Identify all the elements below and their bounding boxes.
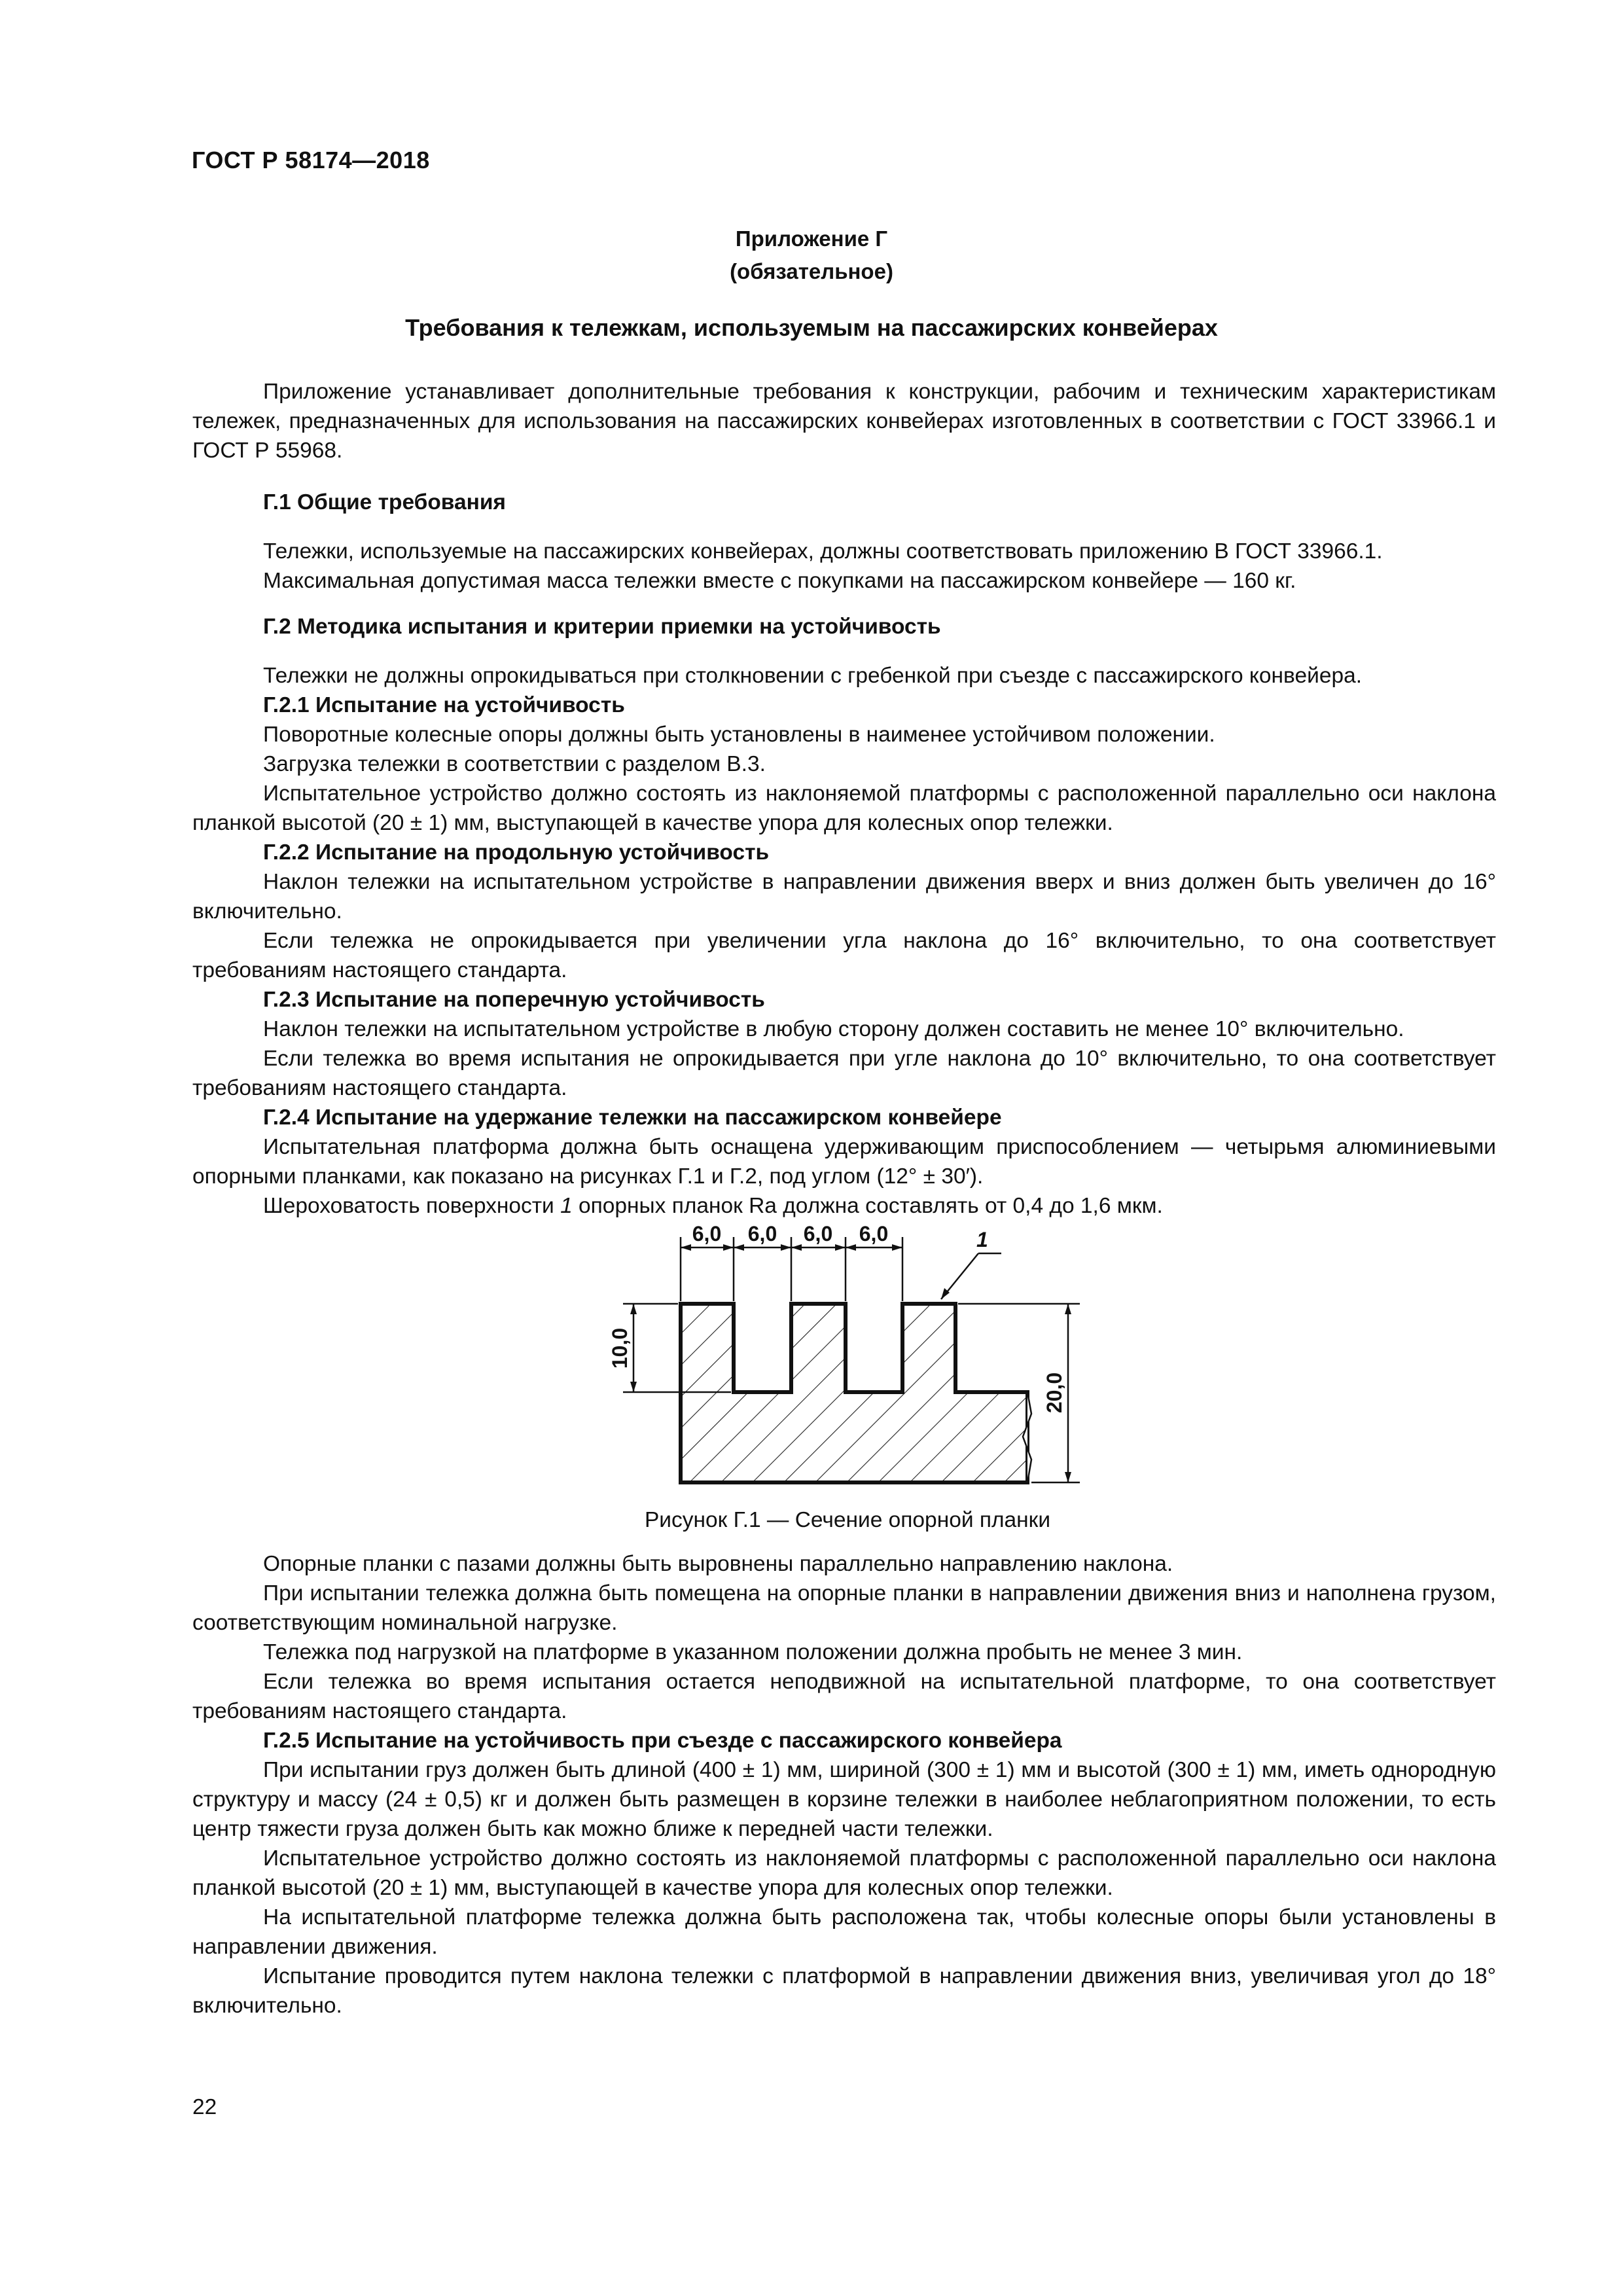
section-profile	[681, 1304, 1027, 1482]
top-dimension-lines	[681, 1237, 902, 1301]
paragraph-g22-1: Наклон тележки на испытательном устройстве в направлении движения вверх и вниз должен быть увеличен до 16° включительно.	[192, 870, 1496, 924]
paragraph-after-figure-2: При испытании тележка должна быть помещена на опорные планки в направлении движения вниз и наполнена грузом, соответствующим номинальной нагрузке.	[192, 1581, 1496, 1635]
section-g1-body	[192, 537, 1496, 596]
section-heading-g22: Г.2.2 Испытание на продольную устойчивость	[263, 840, 770, 865]
after-figure-body	[192, 1549, 1496, 2020]
paragraph-g21-2: Загрузка тележки в соответствии с разделом В.3.	[263, 752, 766, 776]
section-heading-g2: Г.2 Методика испытания и критерии приемки на устойчивость	[263, 615, 941, 639]
dimension-slot-2: 6,0	[747, 1222, 777, 1246]
paragraph-g24-2-ref: 1	[560, 1194, 573, 1218]
figure-support-bar-section	[589, 1217, 1113, 1505]
paragraph-g24-2-start: Шероховатость поверхности	[263, 1194, 561, 1218]
paragraph-g25-3: На испытательной платформе тележка должна быть расположена так, чтобы колесные опоры были установлены в направлении движения.	[192, 1905, 1496, 1959]
appendix-label: Приложение Г	[735, 226, 888, 251]
paragraph-g25-2: Испытательное устройство должно состоять из наклоняемой платформы с расположенной параллельно оси наклона планкой высотой (20 ± 1) мм, выступающей в качестве упора для колесных опор тележки.	[192, 1846, 1496, 1900]
section-heading-g21: Г.2.1 Испытание на устойчивость	[263, 693, 625, 717]
paragraph-g25-1: При испытании груз должен быть длиной (400 ± 1) мм, шириной (300 ± 1) мм и высотой (300 ± 1) мм, иметь однородную структуру и массу (24 ± 0,5) кг и должен быть размещен в корзине тележки в наиболее неблагоприятном положении, то есть центр тяжести груза должен быть как можно ближе к передней части тележки.	[192, 1758, 1496, 1841]
page-number: 22	[192, 2095, 217, 2119]
paragraph-g24-2	[192, 1191, 1496, 1221]
intro-block	[192, 377, 1496, 465]
paragraph-after-figure-1: Опорные планки с пазами должны быть выровнены параллельно направлению наклона.	[263, 1552, 1173, 1576]
appendix-status: (обязательное)	[730, 259, 893, 283]
paragraph-g23-1: Наклон тележки на испытательном устройстве в любую сторону должен составить не менее 10° включительно.	[263, 1017, 1404, 1041]
page-header-standard-code: ГОСТ Р 58174—2018	[192, 147, 430, 173]
section-g1-heading-block	[192, 488, 1496, 517]
dimension-slot-1: 6,0	[692, 1222, 722, 1246]
section-heading-g25: Г.2.5 Испытание на устойчивость при съезде с пассажирского конвейера	[263, 1729, 1062, 1753]
figure-caption: Рисунок Г.1 — Сечение опорной планки	[644, 1508, 1051, 1532]
section-g2-heading-block	[192, 612, 1496, 641]
paragraph-g21-3: Испытательное устройство должно состоять из наклоняемой платформы с расположенной параллельно оси наклона планкой высотой (20 ± 1) мм, выступающей в качестве упора для колесных опор тележки.	[192, 781, 1496, 835]
dimension-total-height: 20,0	[1043, 1372, 1066, 1414]
dimension-slot-depth: 10,0	[608, 1327, 632, 1369]
intro-paragraph: Приложение устанавливает дополнительные требования к конструкции, рабочим и техническим характеристикам тележек, предназначенных для использования на пассажирских конвейерах изготовленных в соответствии с ГОСТ 33966.1 и ГОСТ Р 55968.	[192, 380, 1496, 463]
section-heading-g1: Г.1 Общие требования	[263, 490, 506, 514]
section-heading-g24: Г.2.4 Испытание на удержание тележки на пассажирском конвейере	[263, 1105, 1002, 1130]
paragraph-after-figure-4: Если тележка во время испытания остается неподвижной на испытательной платформе, то она соответствует требованиям настоящего стандарта.	[192, 1670, 1496, 1723]
dimension-slot-4: 6,0	[859, 1222, 889, 1246]
paragraph-g24-1: Испытательная платформа должна быть оснащена удерживающим приспособлением — четырьмя алюминиевыми опорными планками, как показано на рисунках Г.1 и Г.2, под углом (12° ± 30′).	[192, 1135, 1496, 1189]
paragraph-g1-2: Максимальная допустимая масса тележки вместе с покупками на пассажирском конвейере — 160 кг.	[263, 569, 1296, 593]
paragraph-g1-1: Тележки, используемые на пассажирских конвейерах, должны соответствовать приложению В ГОСТ 33966.1.	[263, 539, 1383, 564]
dimension-slot-3: 6,0	[803, 1222, 833, 1246]
paragraph-after-figure-3: Тележка под нагрузкой на платформе в указанном положении должна пробыть не менее 3 мин.	[263, 1640, 1243, 1664]
section-heading-g23: Г.2.3 Испытание на поперечную устойчивость	[263, 988, 765, 1012]
callout-number: 1	[976, 1228, 988, 1251]
section-g2-body	[192, 661, 1496, 1221]
paragraph-g21-1: Поворотные колесные опоры должны быть установлены в наименее устойчивом положении.	[263, 723, 1215, 747]
paragraph-g22-2: Если тележка не опрокидывается при увеличении угла наклона до 16° включительно, то она соответствует требованиям настоящего стандарта.	[192, 929, 1496, 982]
paragraph-g2-1: Тележки не должны опрокидываться при столкновении с гребенкой при съезде с пассажирского конвейера.	[263, 664, 1363, 688]
paragraph-g23-2: Если тележка во время испытания не опрокидывается при угле наклона до 10° включительно, то она соответствует требованиям настоящего стандарта.	[192, 1047, 1496, 1100]
document-title: Требования к тележкам, используемым на пассажирских конвейерах	[405, 314, 1218, 341]
paragraph-g24-2-end: опорных планок Ra должна составлять от 0,4 до 1,6 мкм.	[572, 1194, 1163, 1218]
paragraph-g25-4: Испытание проводится путем наклона тележки с платформой в направлении движения вниз, увеличивая угол до 18° включительно.	[192, 1964, 1496, 2018]
appendix-heading	[0, 223, 1623, 288]
